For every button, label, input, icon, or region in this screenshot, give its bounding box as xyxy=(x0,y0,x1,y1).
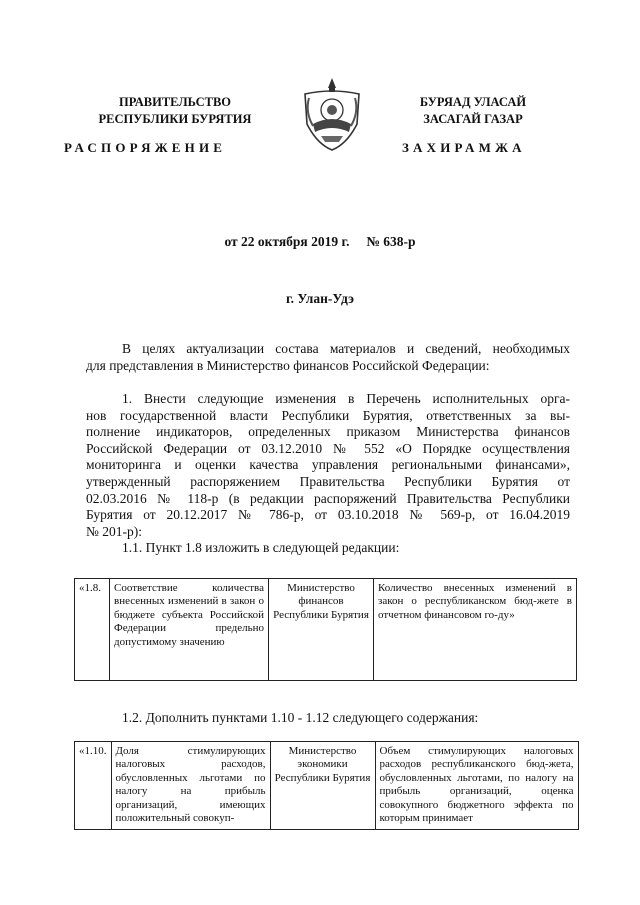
table-cell-criterion: Доля стимулирующих налоговых расходов, обусловленных льготами по налогу на прибыль организаций, имеющих положительный совокуп- xyxy=(111,742,270,830)
item-1 xyxy=(86,391,570,557)
item-1-line: Бурятия от 20.12.2017 № 786-р, от 03.10.2018 № 569-р, от 16.04.2019 xyxy=(86,507,570,523)
item-1-line: 02.03.2016 № 118-р (в редакции распоряжений Правительства Республики xyxy=(86,490,570,506)
item-1-line: нов государственной власти Республики Бурятия, ответственных за вы- xyxy=(86,407,570,423)
table-item-1-10 xyxy=(74,741,579,830)
item-1-1: 1.1. Пункт 1.8 изложить в следующей редакции: xyxy=(122,540,400,556)
item-1-2-paragraph xyxy=(86,710,570,727)
preamble xyxy=(86,341,570,374)
table-cell-indicator: Объем стимулирующих налоговых расходов республиканского бюд-жета, обусловленных льготами, по налогу на прибыль организаций, оценка совокупного бюджетного эффекта по которым принимает xyxy=(375,742,578,830)
preamble-line: В целях актуализации состава материалов и сведений, необходимых xyxy=(122,341,570,356)
city: г. Улан-Удэ xyxy=(286,291,354,306)
government-title-bua xyxy=(378,94,568,128)
table-row xyxy=(75,742,579,830)
item-1-line: мониторинга и оценки качества управления региональными финансами», xyxy=(86,457,570,473)
item-1-line: полнение индикаторов, определенных приказом Министерства финансов xyxy=(86,424,570,440)
item-1-2: 1.2. Дополнить пунктами 1.10 - 1.12 следующего содержания: xyxy=(122,710,479,725)
government-title-line1: ПРАВИТЕЛЬСТВО xyxy=(118,95,232,109)
item-1-line: Российской Федерации от 03.12.2010 № 552 «О Порядке осуществления xyxy=(86,440,570,456)
preamble-line: для представления в Министерство финансов Российской Федерации: xyxy=(86,357,490,373)
table-cell-number: «1.8. xyxy=(75,579,110,681)
coat-of-arms-icon xyxy=(299,74,365,152)
item-1-line: № 201-р): xyxy=(86,523,142,539)
document-type-ru: РАСПОРЯЖЕНИЕ xyxy=(64,140,227,155)
item-1-line: утвержденный распоряжением Правительства Республики Бурятия от xyxy=(86,473,570,489)
government-title-ru xyxy=(64,94,286,128)
table-cell-criterion: Соответствие количества внесенных изменений в закон о бюджете субъекта Российской Федерации предельно допустимому значению xyxy=(110,579,269,681)
table-cell-indicator: Количество внесенных изменений в закон о республиканском бюд-жете в отчетном финансовом го-ду» xyxy=(374,579,577,681)
table-item-1-8 xyxy=(74,578,577,681)
table-row xyxy=(75,579,577,681)
government-title-bua-line1: БУРЯАД УЛАСАЙ xyxy=(419,95,527,109)
document-type-bua: ЗАХИРАМЖА xyxy=(402,140,526,155)
table-cell-responsible-body: Министерство экономики Республики Бурятия xyxy=(270,742,375,830)
table-cell-number: «1.10. xyxy=(75,742,112,830)
government-title-bua-line2: ЗАСАГАЙ ГАЗАР xyxy=(423,112,523,126)
item-1-line: 1. Внести следующие изменения в Перечень исполнительных орга- xyxy=(122,391,570,406)
table-cell-responsible-body: Министерство финансов Республики Бурятия xyxy=(269,579,374,681)
date-and-number: от 22 октября 2019 г. № 638-р xyxy=(224,234,416,249)
government-title-line2: РЕСПУБЛИКИ БУРЯТИЯ xyxy=(98,112,252,126)
